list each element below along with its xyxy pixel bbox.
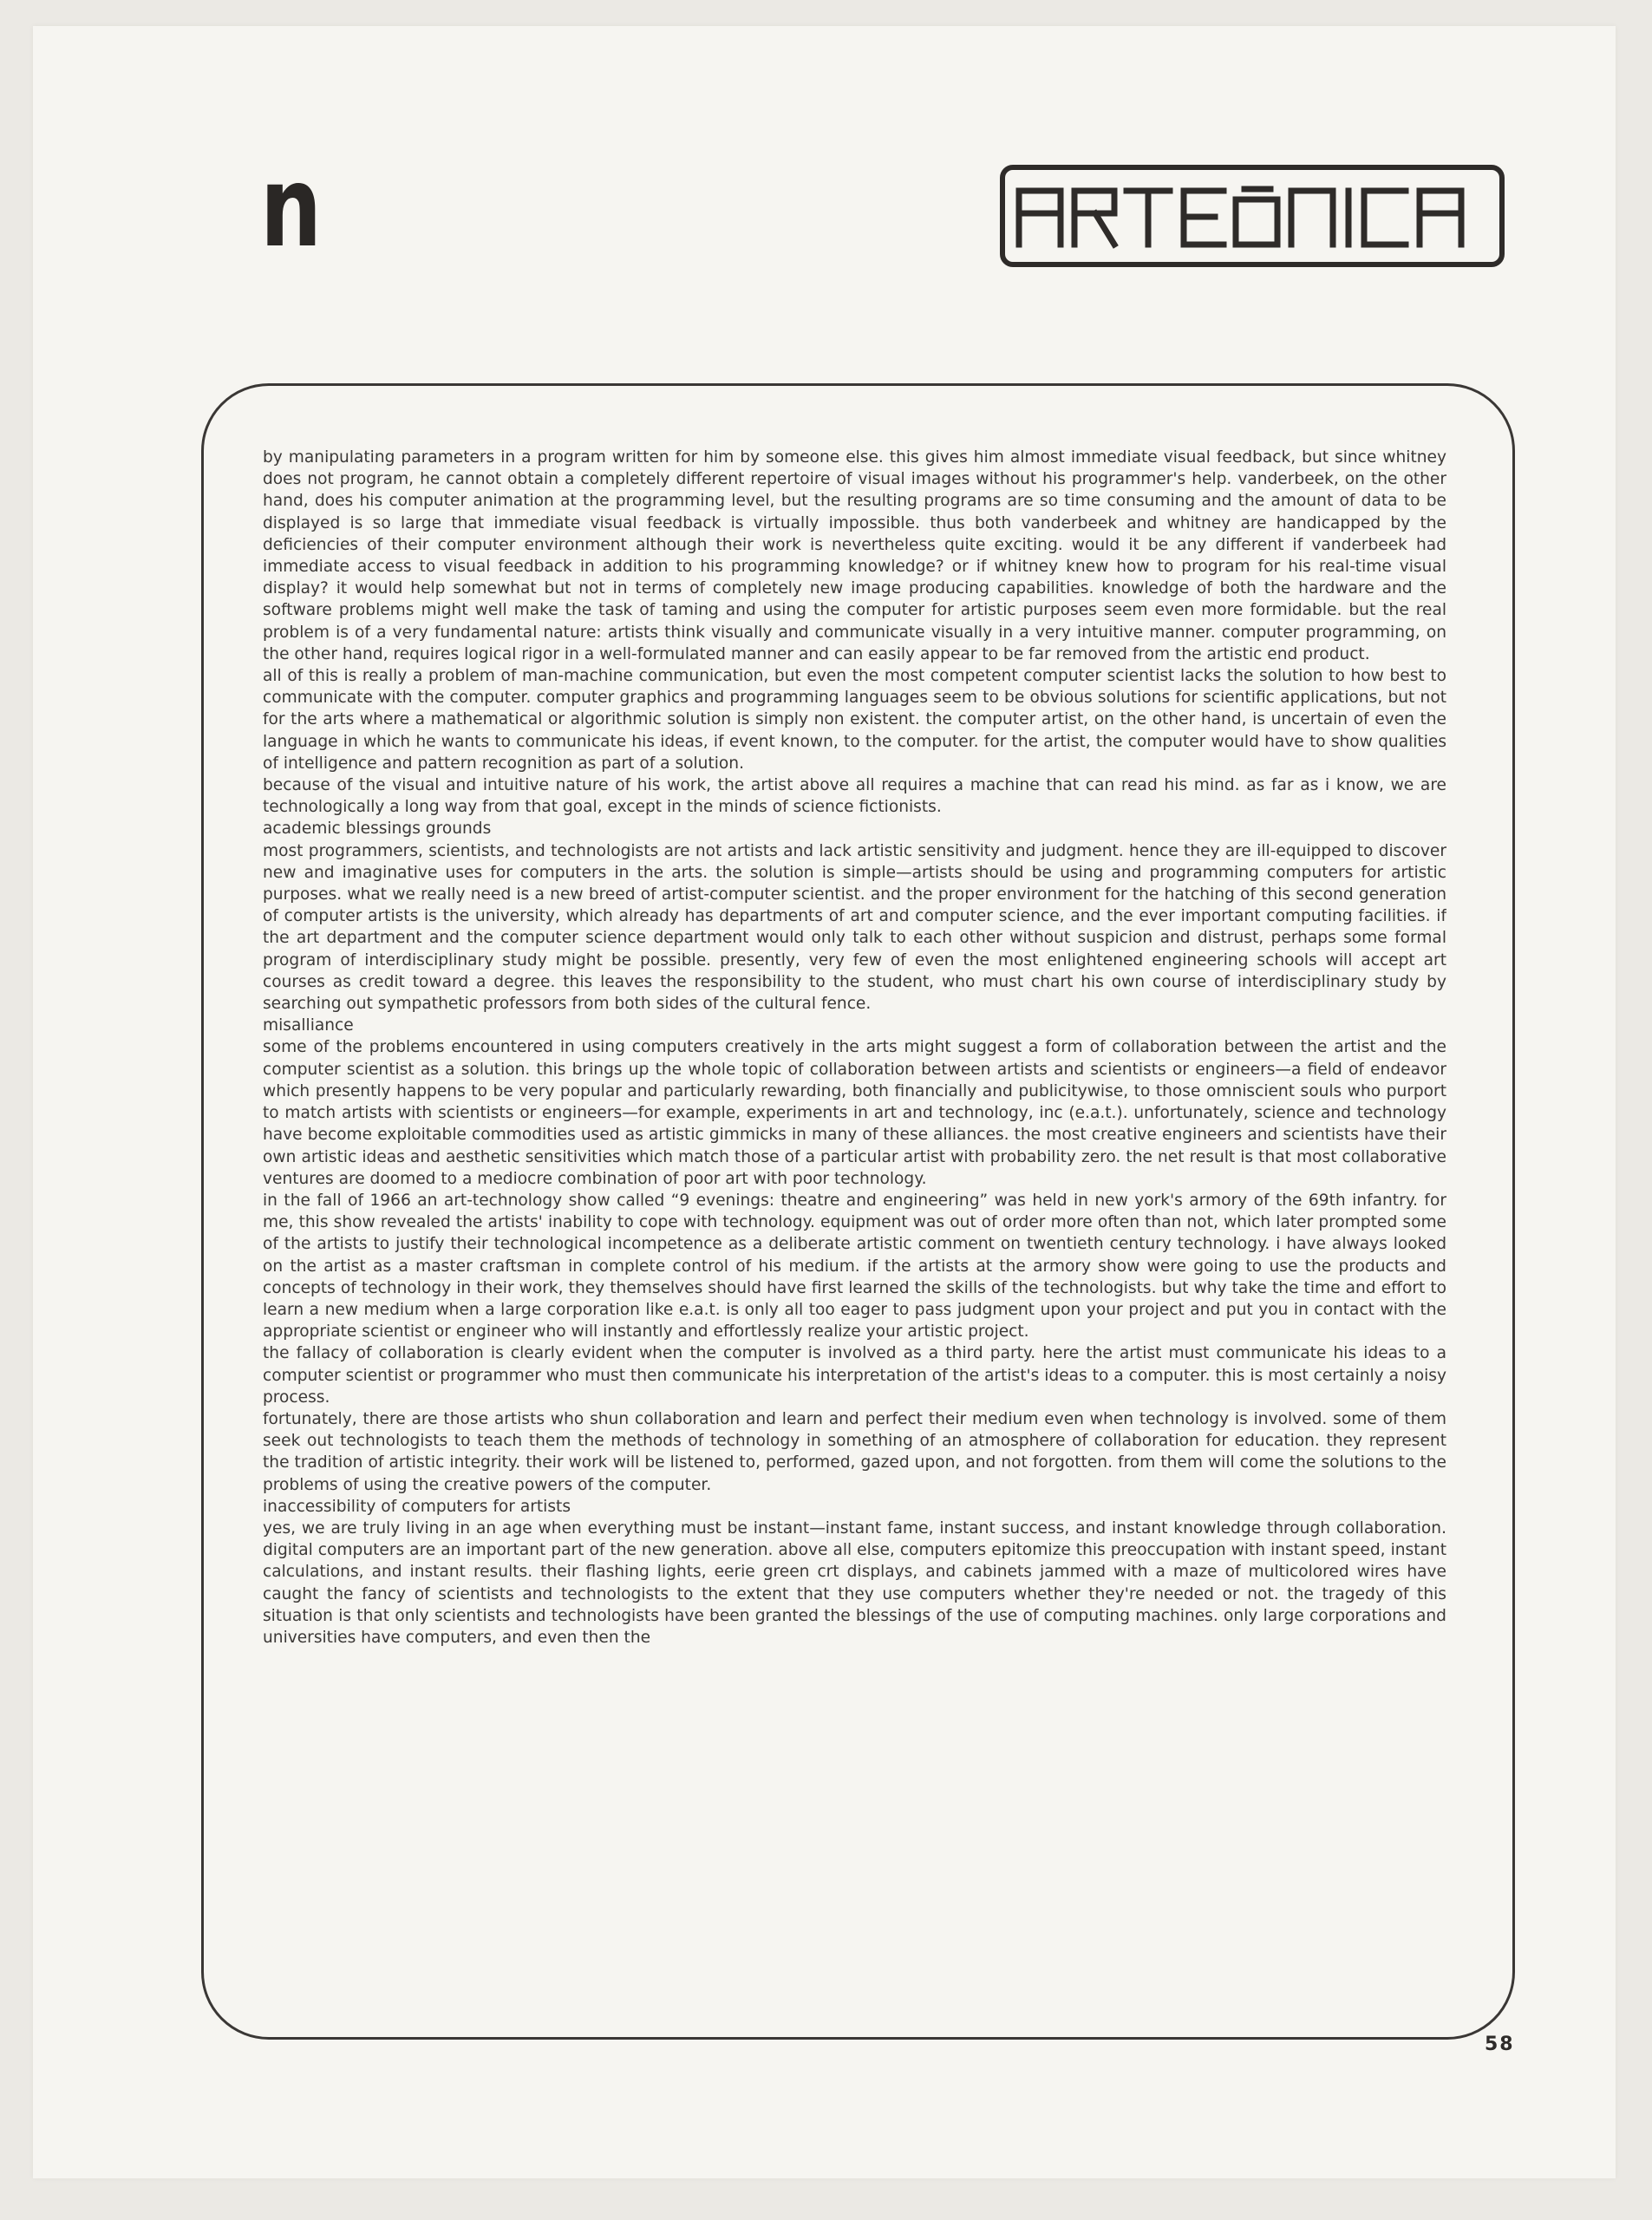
paragraph: by manipulating parameters in a program written for him by someone else. this gives him almost immediate visual feedback, but since whitney does not program, he cannot obtain a completely different repertoire of visual images without his programmer's help. vanderbeek, on the other hand, does his computer animation at the programming level, but the resulting programs are so time consuming and the amount of data to be displayed is so large that immediate visual feedback is virtually impossible. thus both vanderbeek and whitney are handicapped by the deficiencies of their computer environment although their work is nevertheless quite exciting. would it be any different if vanderbeek had immediate access to visual feedback in addition to his programming knowledge? or if whitney knew how to program for his real-time visual display? it would help somewhat but not in terms of completely new image producing capabilities. knowledge of both the hardware and the software problems might well make the task of taming and using the computer for artistic purposes seem even more formidable. but the real problem is of a very fundamental nature: artists think visually and communicate visually in a very intuitive manner. computer programming, on the other hand, requires logical rigor in a well-formulated manner and can easily appear to be far removed from the artistic end product. xyxy=(263,448,1446,663)
subheading-academic-blessings: academic blessings grounds xyxy=(263,819,492,839)
paragraph: most programmers, scientists, and technologists are not artists and lack artistic sensitivity and judgment. hence they are ill-equipped to discover new and imaginative uses for computers in the arts. the solution is simple—artists should be using and programming computers for artistic purposes. what we really need is a new breed of artist-computer scientist. and the proper environment for the hatching of this second generation of computer artists is the university, which already has departments of art and computer science, and the ever important computing facilities. if the art department and the computer science department would only talk to each other without suspicion and distrust, perhaps some formal program of interdisciplinary study might be possible. presently, very few of even the most enlightened engineering schools will accept art courses as credit toward a degree. this leaves the responsibility to the student, who must chart his own course of interdisciplinary study by searching out sympathetic professors from both sides of the cultural fence. xyxy=(263,841,1446,1014)
paragraph: fortunately, there are those artists who shun collaboration and learn and perfect their medium even when technology is involved. some of them seek out technologists to teach them the methods of technology in something of an atmosphere of collaboration for education. they represent the tradition of artistic integrity. their work will be listened to, performed, gazed upon, and not forgotten. from them will come the solutions to the problems of using the creative powers of the computer. xyxy=(263,1409,1446,1494)
paragraph: in the fall of 1966 an art-technology show called “9 evenings: theatre and engineering” was held in new york's armory of the 69th infantry. for me, this show revealed the artists' inability to cope with technology. equipment was out of order more often than not, which later prompted some of the artists to justify their technological incompetence as a deliberate artistic comment on twentieth century technology. i have always looked on the artist as a master craftsman in complete control of his medium. if the artists at the armory show were going to use the products and concepts of technology in their work, they themselves should have first learned the skills of the technologists. but why take the time and effort to learn a new medium when a large corporation like e.a.t. is only all too eager to pass judgment upon your project and put you in contact with the appropriate scientist or engineer who will instantly and effortlessly realize your artistic project. xyxy=(263,1191,1446,1342)
subheading-inaccessibility: inaccessibility of computers for artists xyxy=(263,1497,571,1516)
paragraph: some of the problems encountered in using computers creatively in the arts might suggest a form of collaboration between the artist and the computer scientist as a solution. this brings up the whole topic of collaboration between artists and scientists or engineers—a field of endeavor which presently happens to be very popular and particularly rewarding, both financially and publicitywise, to those omniscient souls who purport to match artists with scientists or engineers—for example, experiments in art and technology, inc (e.a.t.). unfortunately, science and technology have become exploitable commodities used as artistic gimmicks in many of these alliances. the most creative engineers and scientists have their own artistic ideas and aesthetic sensitivities which match those of a particular artist with probability zero. the net result is that most collaborative ventures are doomed to a mediocre combination of poor art with poor technology. xyxy=(263,1038,1446,1188)
page-number: 58 xyxy=(1485,2034,1515,2055)
paragraph: because of the visual and intuitive nature of his work, the artist above all requires a machine that can read his mind. as far as i know, we are technologically a long way from that goal, except in the minds of science fictionists. xyxy=(263,776,1446,817)
article-body xyxy=(263,447,1446,1956)
paragraph: the fallacy of collaboration is clearly evident when the computer is involved as a third party. here the artist must communicate his ideas to a computer scientist or programmer who must then communicate his interpretation of the artist's ideas to a computer. this is most certainly a noisy process. xyxy=(263,1344,1446,1407)
arteonica-logo xyxy=(1000,165,1505,267)
subheading-misalliance: misalliance xyxy=(263,1016,354,1035)
paragraph: yes, we are truly living in an age when everything must be instant—instant fame, instant success, and instant knowledge through collaboration. digital computers are an important part of the new generation. above all else, computers epitomize this preoccupation with instant speed, instant calculations, and instant results. their flashing lights, eerie green crt displays, and cabinets jammed with a maze of multicolored wires have caught the fancy of scientists and technologists to the extent that they use computers whether they're needed or not. the tragedy of this situation is that only scientists and technologists have been granted the blessings of the use of computing machines. only large corporations and universities have computers, and even then the xyxy=(263,1518,1446,1647)
section-letter: n xyxy=(260,143,321,272)
paragraph: all of this is really a problem of man-machine communication, but even the most competent computer scientist lacks the solution to how best to communicate with the computer. computer graphics and programming languages seem to be obvious solutions for scientific applications, but not for the arts where a mathematical or algorithmic solution is simply non existent. the computer artist, on the other hand, is uncertain of even the language in which he wants to communicate his ideas, if event known, to the computer. for the artist, the computer would have to show qualities of intelligence and pattern recognition as part of a solution. xyxy=(263,667,1446,773)
